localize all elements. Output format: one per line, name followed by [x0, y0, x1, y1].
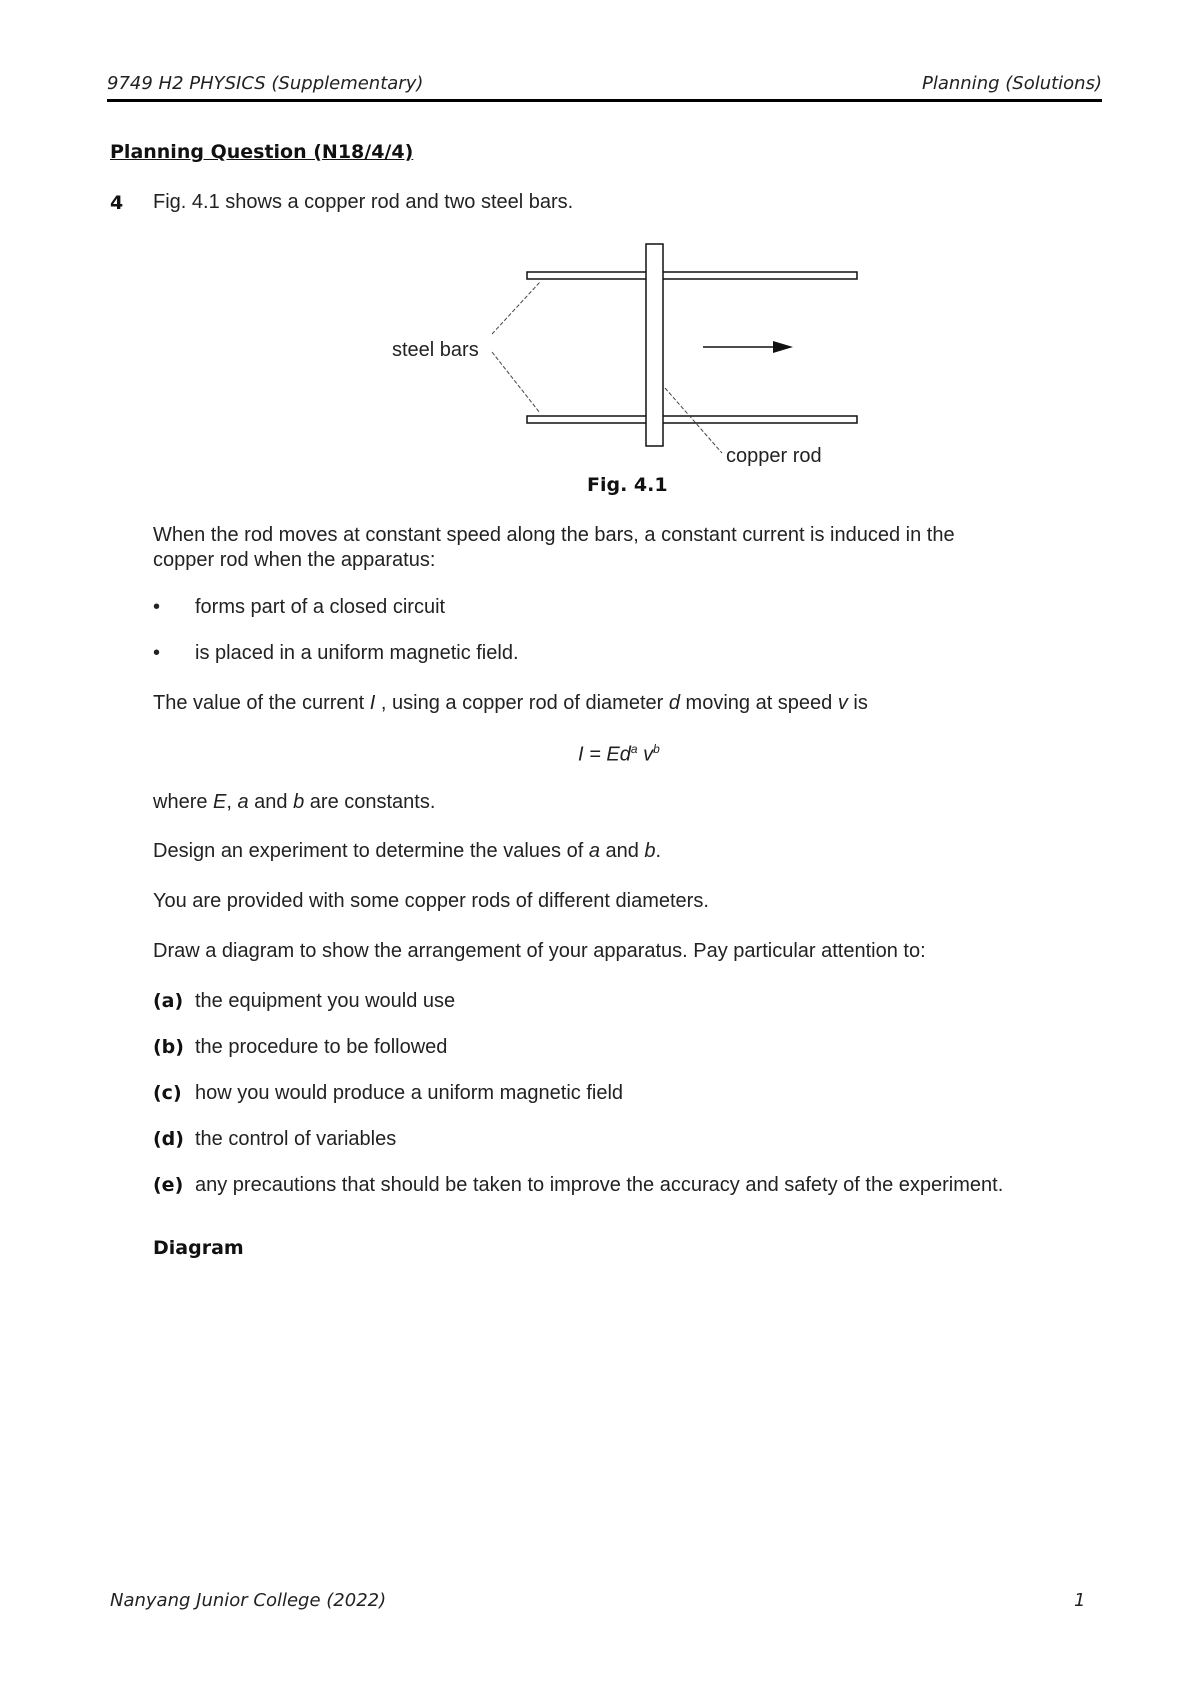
part-a-text: the equipment you would use [195, 990, 456, 1012]
part-c-text: how you would produce a uniform magnetic field [195, 1082, 624, 1104]
part-b-label: (b) [153, 1036, 184, 1058]
part-e-text: any precautions that should be taken to improve the accuracy and safety of the experiment. [195, 1174, 1004, 1196]
draw-instruction: Draw a diagram to show the arrangement of your apparatus. Pay particular attention to: [153, 940, 926, 962]
bullet-2-marker: • [153, 642, 161, 664]
bullet-1-marker: • [153, 596, 161, 618]
leader-line-steel-bottom [492, 352, 540, 413]
part-e-label: (e) [153, 1174, 184, 1196]
question-intro: Fig. 4.1 shows a copper rod and two steel bars. [153, 191, 574, 213]
steel-bar-top [527, 272, 857, 279]
label-copper-rod: copper rod [726, 445, 822, 467]
diagram-heading: Diagram [153, 1237, 244, 1259]
para1-line2: copper rod when the apparatus: [153, 549, 436, 571]
para1-line1: When the rod moves at constant speed along the bars, a constant current is induced in the [153, 524, 955, 546]
design-sentence: Design an experiment to determine the values of a and b. [153, 840, 662, 862]
header-left: 9749 H2 PHYSICS (Supplementary) [107, 73, 424, 94]
part-d-text: the control of variables [195, 1128, 397, 1150]
question-title: Planning Question (N18/4/4) [110, 141, 414, 163]
part-a-label: (a) [153, 990, 184, 1012]
question-number: 4 [110, 192, 124, 214]
label-steel-bars: steel bars [392, 339, 479, 361]
figure-caption: Fig. 4.1 [587, 474, 668, 496]
motion-arrow-icon [703, 341, 793, 353]
copper-rod [646, 244, 663, 446]
part-b-text: the procedure to be followed [195, 1036, 448, 1058]
steel-bar-bottom [527, 416, 857, 423]
header-right: Planning (Solutions) [921, 73, 1102, 94]
provided-sentence: You are provided with some copper rods of different diameters. [153, 890, 709, 912]
equation: $I = Ed^a$ $v^b$ [578, 742, 660, 766]
leader-line-steel-top [492, 282, 540, 334]
footer-left: Nanyang Junior College (2022) [110, 1590, 387, 1611]
current-sentence: The value of the current I , using a copper rod of diameter d moving at speed v is [153, 692, 868, 714]
where-constants: where E, a and b are constants. [153, 791, 436, 813]
header-rule [107, 99, 1102, 102]
part-c-label: (c) [153, 1082, 182, 1104]
page-number: 1 [1074, 1590, 1086, 1611]
bullet-1-text: forms part of a closed circuit [195, 596, 446, 618]
bullet-2-text: is placed in a uniform magnetic field. [195, 642, 519, 664]
part-d-label: (d) [153, 1128, 184, 1150]
